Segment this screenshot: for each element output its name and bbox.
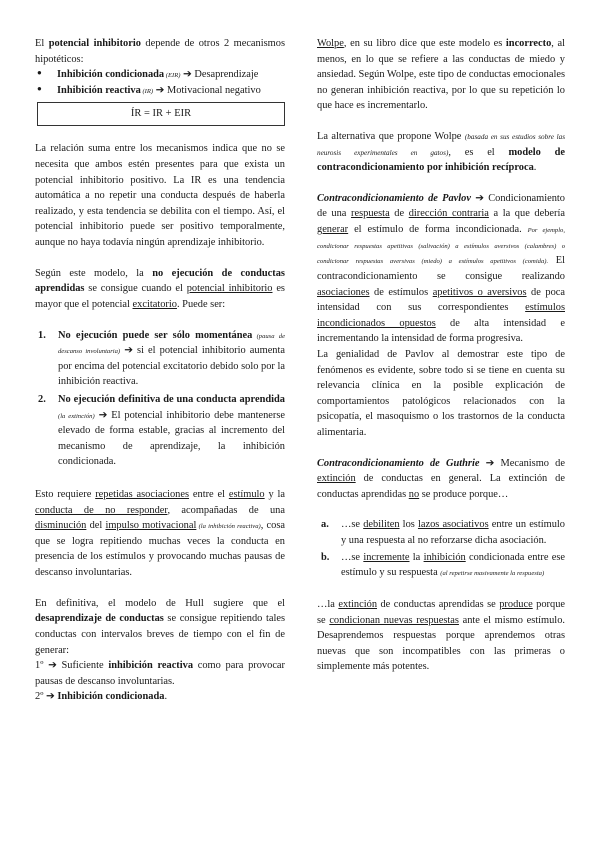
alternative-paragraph: La alternativa que propone Wolpe (basada en sus estudios sobre las neurosis experimentales en gatos), es el modelo de contracondicionamiento por inhibición recíproca. [317,131,566,174]
right-column [317,36,565,675]
list-item: 1. No ejecución puede ser sólo momentánea (pausa de descanso involuntaria) ➔ si el potencial inhibitorio aumenta por encima del potencial excitatorio debido solo por la inhibición reactiva. [38,329,285,388]
extinction-list [317,517,565,580]
formula-box: ÍR = IR + EIR [37,102,285,126]
list-item: 2. No ejecución definitiva de una conducta aprendida (la extinción) ➔ El potencial inhibitorio debe mantenerse elevado de forma estable, gracias al incremento del mecanismo de aprendizaje, la inhibición condicionada. [38,393,286,468]
pavlov-paragraph: Contracondicionamiento de Pavlov ➔ Condicionamiento de una respuesta de dirección contraria a la que debería generar el estímulo de forma incondicionada. Por ejemplo, condicionar respuestas apetitivas (salivación) a estímulos aversivos (calambres) o condicionar respuestas aversivas (miedo) a estímulos apetitivos (comida). El contracondicionamiento se consigue realizando asociaciones de estímulos apetitivos o aversivos de poca intensidad con sus correspondientes estímulos incondicionados opuestos de alta intensidad e incrementando la intensidad de forma progresiva. [317,192,565,345]
relation-paragraph: La relación suma entre los mecanismos indica que no se necesita que ambos estén presentes para que exista un potencial inhibitorio positivo. La IR es una tendencia automática a no repetir una conducta después de haberla realizado, y esta tendencia se debilita con el tiempo. Así, el potencial inhibitorio puede ser positivo temporalmente, aunque no haya todavía ningún aprendizaje inhibitorio. [35,143,285,249]
guthrie-paragraph: Contracondicionamiento de Guthrie ➔ Mecanismo de extinción de conductas en general. La extinción de conductas aprendidas no se produce porque… [317,457,565,500]
wolpe-paragraph: Wolpe, en su libro dice que este modelo es incorrecto, al menos, en lo que se refiere a las conductas de miedo y ansiedad. Según Wolpe, este tipo de conductas emocionales no generan inhibición reactiva, por lo que su repetición lo que hace es incrementarlo. [317,38,566,112]
step-one: 1º ➔ Suficiente inhibición reactiva como para provocar pausas de descanso involuntarias. [35,660,286,687]
conclusion-paragraph: En definitiva, el modelo de Hull sugiere que el desaprendizaje de conductas se consigue repitiendo tales conductas con intervalos breves de tiempo con el fin de generar: [35,597,285,656]
step-two: 2º ➔ Inhibición condicionada. [35,691,168,703]
list-item: ● Inhibición reactiva (IR) ➔ Motivacional negativo [35,83,285,99]
list-item: ● Inhibición condicionada (EIR) ➔ Desaprendizaje [35,67,285,83]
left-column [35,36,285,705]
pavlov-relevance-paragraph: La genialidad de Pavlov al demostrar este tipo de fenómenos es evidente, sobre todo si se tiene en cuenta su relevancia clínica en la posible explicación de comportamientos patológicos relacionados con la psicopatía, el masoquismo o los trastornos de la conducta alimentaria. [317,348,565,439]
list-item: a. …se debiliten los lazos asociativos entre un estímulo y una respuesta al no reforzarse dicha asociación. [321,519,565,547]
model-paragraph: Según este modelo, la no ejecución de conductas aprendidas se consigue cuando el potencial inhibitorio es mayor que el potencial excitatorio. Puede ser: [35,267,285,310]
requirement-paragraph: Esto requiere repetidas asociaciones entre el estímulo y la conducta de no responder, acompañadas de una disminución del impulso motivacional (la inhibición reactiva), cosa que se logra repitiendo muchas veces la conducta en presencia de los estímulos y provocando muchas pausas de descanso involuntarias. [35,489,286,579]
list-item: b. …se incremente la inhibición condicionada entre ese estímulo y su respuesta (al repetirse masivamente la respuesta) [321,551,565,579]
intro-paragraph: El potencial inhibitorio depende de otros 2 mecanismos hipotéticos: [35,38,285,65]
no-execution-list [35,328,285,470]
extinction-conclusion-paragraph: …la extinción de conductas aprendidas se produce porque se condicionan nuevas respuestas ante el mismo estímulo. Desaprendemos respuestas porque aprendemos otras nuevas que son incompatibles con las primeras o simplemente más potentes. [317,598,565,673]
mechanism-list [35,67,285,98]
